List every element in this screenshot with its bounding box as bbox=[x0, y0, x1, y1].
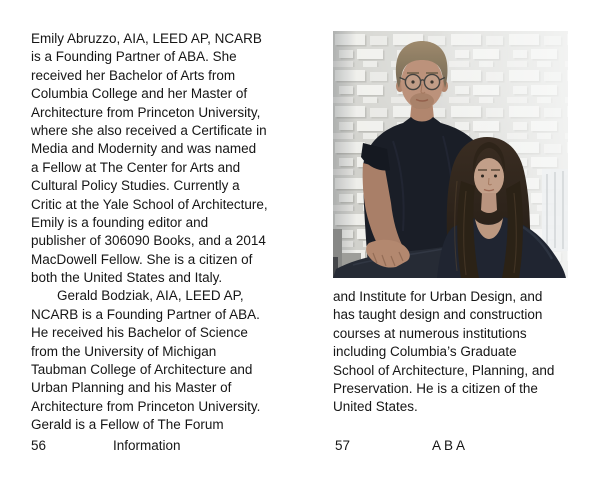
bio-line: is a Founding Partner of ABA. She bbox=[31, 49, 237, 65]
bio-line: received her Bachelor of Arts from bbox=[31, 67, 236, 83]
bio-line: Preservation. He is a citizen of the bbox=[333, 380, 538, 396]
bio-line: He received his Bachelor of Science bbox=[31, 325, 248, 341]
bio-line: Emily is a founding editor and bbox=[31, 214, 209, 230]
bio-line: publisher of 306090 Books, and a 2014 bbox=[31, 233, 266, 249]
portrait-photo-illustration bbox=[333, 31, 568, 278]
bio-line: NCARB is a Founding Partner of ABA. bbox=[31, 306, 260, 322]
bio-paragraph-emily bbox=[31, 30, 268, 287]
bio-line: a Fellow at The Center for Arts and bbox=[31, 159, 241, 175]
portrait-photo bbox=[333, 31, 568, 278]
bio-line: Emily Abruzzo, AIA, LEED AP, NCARB bbox=[31, 31, 262, 46]
bio-line: United States. bbox=[333, 399, 418, 415]
bio-line: Cultural Policy Studies. Currently a bbox=[31, 178, 240, 194]
bio-text-column-left bbox=[31, 30, 268, 435]
bio-line: Urban Planning and his Master of bbox=[31, 380, 232, 396]
page-number-left: 56 bbox=[31, 438, 47, 453]
bio-line: and Institute for Urban Design, and bbox=[333, 289, 543, 304]
bio-line: Gerald Bodziak, AIA, LEED AP, bbox=[57, 288, 244, 304]
bio-line: MacDowell Fellow. She is a citizen of bbox=[31, 251, 253, 267]
running-head-aba: A B A bbox=[432, 438, 466, 453]
bio-paragraph-gerald-continued bbox=[333, 288, 554, 417]
bio-line: Columbia College and her Master of bbox=[31, 86, 248, 102]
bio-line: Media and Modernity and was named bbox=[31, 141, 257, 157]
bio-line: School of Architecture, Planning, and bbox=[333, 362, 555, 378]
bio-line: including Columbia’s Graduate bbox=[333, 344, 517, 360]
bio-line: Critic at the Yale School of Architecture, bbox=[31, 196, 268, 212]
bio-text-column-right bbox=[333, 288, 554, 417]
bio-paragraph-gerald bbox=[31, 287, 268, 434]
bio-line: from the University of Michigan bbox=[31, 343, 217, 359]
bio-line: Architecture from Princeton University, bbox=[31, 104, 261, 120]
bio-line: has taught design and construction bbox=[333, 307, 543, 323]
running-head-information: Information bbox=[113, 438, 181, 453]
bio-line: Architecture from Princeton University. bbox=[31, 398, 261, 414]
bio-line: Gerald is a Fellow of The Forum bbox=[31, 417, 224, 433]
bio-line: both the United States and Italy. bbox=[31, 270, 223, 286]
bio-line: Taubman College of Architecture and bbox=[31, 362, 253, 378]
bio-line: where she also received a Certificate in bbox=[31, 122, 267, 138]
bio-line: courses at numerous institutions bbox=[333, 325, 527, 341]
page-number-right: 57 bbox=[335, 438, 351, 453]
